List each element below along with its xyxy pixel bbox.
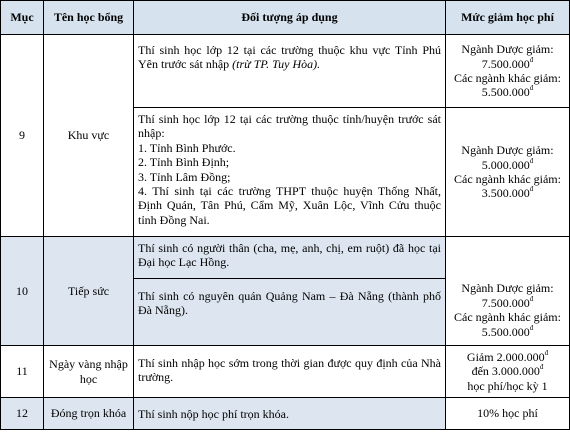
discount-line: Ngành Dược giảm: 5.000.000 (461, 143, 554, 172)
table-row (1, 398, 570, 430)
eligibility-note: (trừ TP. Tuy Hòa). (232, 57, 321, 72)
discount-line: Ngành Dược giảm: 7.500.000 (461, 281, 554, 310)
header-doi-tuong: Đối tượng áp dụng (134, 1, 446, 35)
discount-cell (446, 346, 570, 398)
header-muc-giam: Mức giảm học phí (446, 1, 570, 35)
scholarship-name: Tiếp sức (44, 237, 134, 346)
table-row (1, 346, 570, 398)
row-number: 10 (1, 237, 44, 346)
eligibility-text: Thí sinh nhập học sớm trong thời gian được quy định của Nhà trường. (134, 346, 446, 398)
scholarship-name: Khu vực (44, 35, 134, 237)
discount-line: Các ngành khác giảm: 5.500.000 (454, 71, 561, 100)
eligibility-main: Thí sinh học lớp 12 tại các trường thuộc khu vực Tỉnh Phú Yên trước sát nhập (138, 43, 441, 72)
currency-sup: đ (529, 84, 534, 93)
discount-line: Các ngành khác giảm: 5.500.000 (454, 310, 561, 339)
table-row (1, 237, 570, 279)
discount-line: Giảm 2.000.000 (466, 349, 545, 364)
table-header-row (1, 1, 570, 35)
currency-sup: đ (539, 363, 544, 372)
eligibility-line: Thí sinh học lớp 12 tại các trường thuộc tỉnh/huyện trước sát nhập: (138, 112, 441, 141)
eligibility-line: 4. Thí sinh tại các trường THPT thuộc huyện Thống Nhất, Định Quán, Tân Phú, Cẩm Mỹ, Xuân Lộc, Vĩnh Cửu thuộc tỉnh Đồng Nai. (138, 183, 441, 227)
scholarship-name: Ngày vàng nhập học (44, 346, 134, 398)
currency-sup: đ (529, 323, 534, 332)
discount-line: học phí/học kỳ 1 (467, 378, 548, 393)
table-row (1, 35, 570, 108)
header-muc: Mục (1, 1, 44, 35)
eligibility-text: Thí sinh có nguyên quán Quảng Nam – Đà Nẵng (thành phố Đà Nẵng). (134, 279, 446, 346)
discount-line: Ngành Dược giảm: 7.500.000 (461, 42, 554, 71)
eligibility-text: Thí sinh nộp học phí trọn khóa. (134, 398, 446, 430)
discount-line: đến 3.000.000 (471, 364, 540, 379)
scholarship-name: Đóng trọn khóa (44, 398, 134, 430)
row-number: 11 (1, 346, 44, 398)
currency-sup: đ (529, 156, 534, 165)
header-ten-hoc-bong: Tên học bổng (44, 1, 134, 35)
discount-cell (446, 237, 570, 346)
row-number: 12 (1, 398, 44, 430)
currency-sup: đ (529, 55, 534, 64)
currency-sup: đ (544, 348, 549, 357)
eligibility-text (134, 35, 446, 108)
row-number: 9 (1, 35, 44, 237)
discount-line: Các ngành khác giảm: 3.500.000 (454, 172, 561, 201)
discount-cell: 10% học phí (446, 398, 570, 430)
eligibility-line: 3. Tỉnh Lâm Đồng; (138, 169, 231, 184)
discount-cell (446, 35, 570, 108)
currency-sup: đ (529, 185, 534, 194)
eligibility-text (134, 108, 446, 237)
currency-sup: đ (529, 294, 534, 303)
eligibility-line: 2. Tỉnh Bình Định; (138, 155, 230, 170)
eligibility-line: 1. Tỉnh Bình Phước. (138, 140, 236, 155)
discount-cell (446, 108, 570, 237)
eligibility-text: Thí sinh có người thân (cha, mẹ, anh, chị, em ruột) đã học tại Đại học Lạc Hồng. (134, 237, 446, 279)
